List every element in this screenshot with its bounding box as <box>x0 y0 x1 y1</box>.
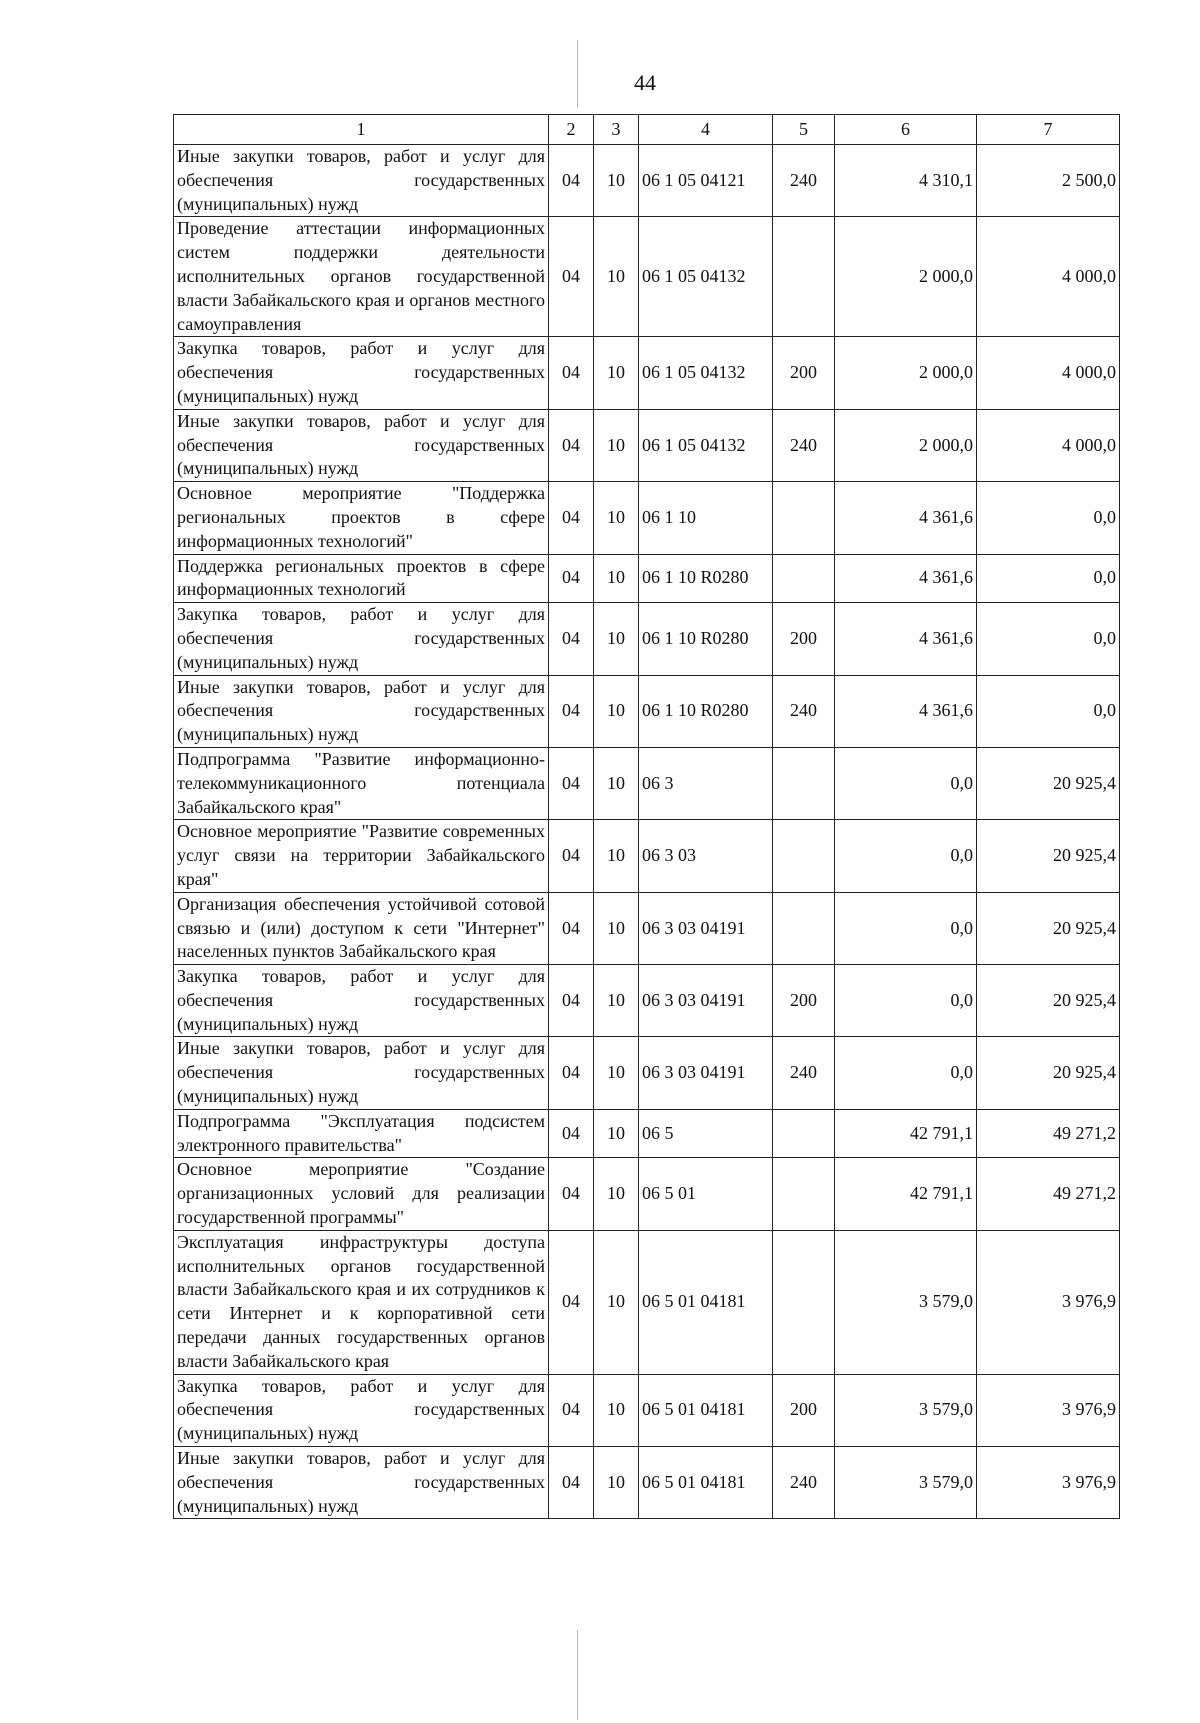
table-row <box>174 409 1120 481</box>
header-col-4: 4 <box>639 115 773 145</box>
row-section: 04 <box>549 892 594 964</box>
row-amount-2: 0,0 <box>977 603 1120 675</box>
row-name: Закупка товаров, работ и услуг для обеспечения государственных (муниципальных) нужд <box>174 603 549 675</box>
row-amount-1: 3 579,0 <box>835 1374 977 1446</box>
table-row <box>174 965 1120 1037</box>
table-row <box>174 337 1120 409</box>
row-section: 04 <box>549 820 594 892</box>
row-expense-type: 240 <box>773 1447 835 1519</box>
row-amount-1: 2 000,0 <box>835 409 977 481</box>
row-subsection: 10 <box>594 482 639 554</box>
row-subsection: 10 <box>594 603 639 675</box>
table-row <box>174 554 1120 603</box>
row-section: 04 <box>549 217 594 337</box>
row-amount-1: 0,0 <box>835 892 977 964</box>
scan-mark-bottom <box>577 1630 578 1720</box>
row-subsection: 10 <box>594 337 639 409</box>
row-section: 04 <box>549 965 594 1037</box>
row-target-code: 06 5 01 04181 <box>639 1447 773 1519</box>
row-amount-1: 2 000,0 <box>835 337 977 409</box>
table-row <box>174 1447 1120 1519</box>
row-target-code: 06 5 01 04181 <box>639 1230 773 1374</box>
row-section: 04 <box>549 1037 594 1109</box>
row-name: Подпрограмма "Эксплуатация подсистем электронного правительства" <box>174 1109 549 1158</box>
row-target-code: 06 1 05 04132 <box>639 217 773 337</box>
row-amount-2: 3 976,9 <box>977 1374 1120 1446</box>
row-section: 04 <box>549 554 594 603</box>
row-expense-type <box>773 482 835 554</box>
row-subsection: 10 <box>594 892 639 964</box>
row-subsection: 10 <box>594 747 639 819</box>
row-section: 04 <box>549 747 594 819</box>
row-amount-2: 0,0 <box>977 675 1120 747</box>
table-row <box>174 145 1120 217</box>
row-section: 04 <box>549 1158 594 1230</box>
row-amount-2: 0,0 <box>977 554 1120 603</box>
page-number: 44 <box>634 70 656 95</box>
row-amount-2: 20 925,4 <box>977 965 1120 1037</box>
row-expense-type: 200 <box>773 603 835 675</box>
table-row <box>174 1037 1120 1109</box>
row-name: Основное мероприятие "Создание организационных условий для реализации государственной программы" <box>174 1158 549 1230</box>
row-expense-type <box>773 1230 835 1374</box>
row-subsection: 10 <box>594 1374 639 1446</box>
row-expense-type: 200 <box>773 965 835 1037</box>
header-col-2: 2 <box>549 115 594 145</box>
row-expense-type: 200 <box>773 337 835 409</box>
table-row <box>174 1374 1120 1446</box>
row-target-code: 06 1 10 <box>639 482 773 554</box>
row-target-code: 06 3 <box>639 747 773 819</box>
row-amount-1: 2 000,0 <box>835 217 977 337</box>
row-name: Основное мероприятие "Поддержка региональных проектов в сфере информационных технологий" <box>174 482 549 554</box>
row-section: 04 <box>549 145 594 217</box>
budget-table <box>173 114 1120 1519</box>
row-subsection: 10 <box>594 1158 639 1230</box>
row-target-code: 06 3 03 <box>639 820 773 892</box>
row-section: 04 <box>549 603 594 675</box>
row-amount-2: 4 000,0 <box>977 217 1120 337</box>
table-row <box>174 217 1120 337</box>
row-name: Эксплуатация инфраструктуры доступа исполнительных органов государственной власти Забайкальского края и их сотрудников к сети Интернет и к корпоративной сети передачи данных государственных органов власти Забайкальского края <box>174 1230 549 1374</box>
row-subsection: 10 <box>594 409 639 481</box>
row-target-code: 06 3 03 04191 <box>639 965 773 1037</box>
row-amount-2: 4 000,0 <box>977 337 1120 409</box>
row-name: Закупка товаров, работ и услуг для обеспечения государственных (муниципальных) нужд <box>174 1374 549 1446</box>
table-row <box>174 747 1120 819</box>
table-row <box>174 820 1120 892</box>
row-subsection: 10 <box>594 965 639 1037</box>
row-target-code: 06 1 10 R0280 <box>639 675 773 747</box>
row-amount-1: 42 791,1 <box>835 1158 977 1230</box>
row-amount-1: 4 361,6 <box>835 482 977 554</box>
row-amount-2: 3 976,9 <box>977 1447 1120 1519</box>
row-target-code: 06 1 05 04121 <box>639 145 773 217</box>
header-col-5: 5 <box>773 115 835 145</box>
row-name: Иные закупки товаров, работ и услуг для обеспечения государственных (муниципальных) нужд <box>174 675 549 747</box>
table-row <box>174 482 1120 554</box>
header-col-3: 3 <box>594 115 639 145</box>
table-row <box>174 603 1120 675</box>
row-name: Организация обеспечения устойчивой сотовой связью и (или) доступом к сети "Интернет" населенных пунктов Забайкальского края <box>174 892 549 964</box>
row-amount-2: 49 271,2 <box>977 1158 1120 1230</box>
row-target-code: 06 1 10 R0280 <box>639 603 773 675</box>
row-name: Иные закупки товаров, работ и услуг для обеспечения государственных (муниципальных) нужд <box>174 145 549 217</box>
row-amount-2: 20 925,4 <box>977 1037 1120 1109</box>
row-target-code: 06 5 <box>639 1109 773 1158</box>
row-expense-type: 240 <box>773 409 835 481</box>
row-section: 04 <box>549 337 594 409</box>
row-expense-type: 240 <box>773 675 835 747</box>
row-subsection: 10 <box>594 554 639 603</box>
row-name: Подпрограмма "Развитие информационно-телекоммуникационного потенциала Забайкальского края" <box>174 747 549 819</box>
row-expense-type <box>773 554 835 603</box>
row-subsection: 10 <box>594 1109 639 1158</box>
row-subsection: 10 <box>594 145 639 217</box>
scan-mark-top <box>577 40 578 108</box>
row-target-code: 06 1 05 04132 <box>639 409 773 481</box>
row-expense-type <box>773 1109 835 1158</box>
table-row <box>174 675 1120 747</box>
row-amount-1: 0,0 <box>835 1037 977 1109</box>
table-row <box>174 892 1120 964</box>
row-subsection: 10 <box>594 1447 639 1519</box>
row-amount-1: 0,0 <box>835 747 977 819</box>
row-section: 04 <box>549 1447 594 1519</box>
row-section: 04 <box>549 1109 594 1158</box>
row-amount-2: 4 000,0 <box>977 409 1120 481</box>
row-amount-2: 49 271,2 <box>977 1109 1120 1158</box>
row-amount-2: 20 925,4 <box>977 820 1120 892</box>
row-amount-2: 2 500,0 <box>977 145 1120 217</box>
row-name: Иные закупки товаров, работ и услуг для обеспечения государственных (муниципальных) нужд <box>174 1447 549 1519</box>
row-section: 04 <box>549 1374 594 1446</box>
row-expense-type <box>773 747 835 819</box>
row-section: 04 <box>549 409 594 481</box>
header-col-7: 7 <box>977 115 1120 145</box>
row-subsection: 10 <box>594 820 639 892</box>
row-section: 04 <box>549 675 594 747</box>
row-name: Поддержка региональных проектов в сфере информационных технологий <box>174 554 549 603</box>
row-expense-type: 240 <box>773 1037 835 1109</box>
row-section: 04 <box>549 482 594 554</box>
row-subsection: 10 <box>594 1230 639 1374</box>
row-name: Закупка товаров, работ и услуг для обеспечения государственных (муниципальных) нужд <box>174 965 549 1037</box>
row-expense-type <box>773 892 835 964</box>
row-expense-type <box>773 217 835 337</box>
row-target-code: 06 1 10 R0280 <box>639 554 773 603</box>
row-amount-1: 4 361,6 <box>835 554 977 603</box>
row-amount-2: 3 976,9 <box>977 1230 1120 1374</box>
table-row <box>174 1109 1120 1158</box>
row-name: Основное мероприятие "Развитие современных услуг связи на территории Забайкальского края" <box>174 820 549 892</box>
table-row <box>174 1158 1120 1230</box>
row-target-code: 06 5 01 04181 <box>639 1374 773 1446</box>
row-name: Иные закупки товаров, работ и услуг для обеспечения государственных (муниципальных) нужд <box>174 409 549 481</box>
row-subsection: 10 <box>594 675 639 747</box>
row-section: 04 <box>549 1230 594 1374</box>
header-col-6: 6 <box>835 115 977 145</box>
row-target-code: 06 5 01 <box>639 1158 773 1230</box>
row-expense-type: 240 <box>773 145 835 217</box>
row-amount-1: 0,0 <box>835 965 977 1037</box>
row-amount-1: 4 361,6 <box>835 675 977 747</box>
row-amount-2: 20 925,4 <box>977 892 1120 964</box>
row-expense-type <box>773 820 835 892</box>
row-name: Проведение аттестации информационных систем поддержки деятельности исполнительных органов государственной власти Забайкальского края и органов местного самоуправления <box>174 217 549 337</box>
row-amount-1: 4 361,6 <box>835 603 977 675</box>
row-amount-2: 20 925,4 <box>977 747 1120 819</box>
row-amount-1: 4 310,1 <box>835 145 977 217</box>
row-expense-type <box>773 1158 835 1230</box>
row-amount-1: 0,0 <box>835 820 977 892</box>
row-target-code: 06 3 03 04191 <box>639 1037 773 1109</box>
row-name: Иные закупки товаров, работ и услуг для обеспечения государственных (муниципальных) нужд <box>174 1037 549 1109</box>
header-row <box>174 115 1120 145</box>
header-col-1: 1 <box>174 115 549 145</box>
row-target-code: 06 1 05 04132 <box>639 337 773 409</box>
row-amount-2: 0,0 <box>977 482 1120 554</box>
table-row <box>174 1230 1120 1374</box>
row-name: Закупка товаров, работ и услуг для обеспечения государственных (муниципальных) нужд <box>174 337 549 409</box>
row-amount-1: 3 579,0 <box>835 1447 977 1519</box>
row-amount-1: 3 579,0 <box>835 1230 977 1374</box>
row-expense-type: 200 <box>773 1374 835 1446</box>
row-subsection: 10 <box>594 1037 639 1109</box>
row-target-code: 06 3 03 04191 <box>639 892 773 964</box>
row-amount-1: 42 791,1 <box>835 1109 977 1158</box>
row-subsection: 10 <box>594 217 639 337</box>
